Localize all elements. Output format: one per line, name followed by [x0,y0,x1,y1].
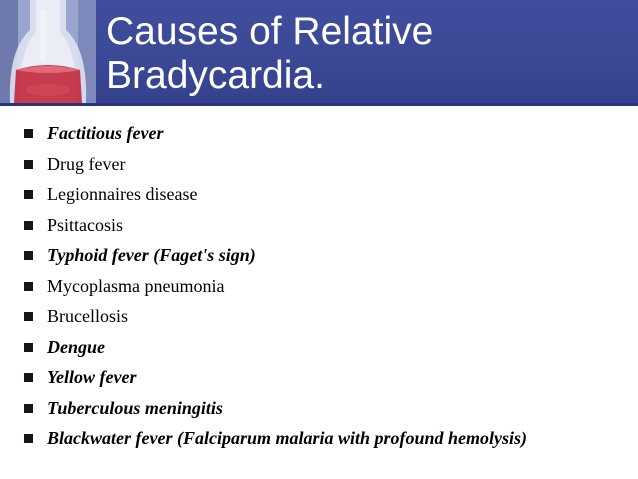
square-bullet-icon [24,404,33,413]
list-item [22,179,622,210]
square-bullet-icon [24,343,33,352]
list-item-text: Psittacosis [47,214,124,235]
list-item [22,332,622,363]
square-bullet-icon [24,251,33,260]
list-item-text: Brucellosis [47,306,128,326]
bullet-list [22,118,622,450]
list-item [22,423,622,450]
list-item [22,118,622,149]
list-item [22,362,622,393]
header-divider [0,103,638,106]
list-item [22,271,622,302]
list-item [22,393,622,424]
list-item-text: Blackwater fever (Falciparum malaria with profound hemolysis) [47,428,528,448]
square-bullet-icon [24,434,33,443]
slide-title: Causes of Relative Bradycardia. [106,10,434,97]
list-item-text: Typhoid fever (Faget's sign) [47,245,256,265]
square-bullet-icon [24,312,33,321]
square-bullet-icon [24,282,33,291]
list-item-text: Drug fever [47,153,126,174]
square-bullet-icon [24,373,33,382]
list-item [22,149,622,180]
square-bullet-icon [24,190,33,199]
list-item-text: Legionnaires disease [47,184,198,204]
list-item [22,301,622,332]
list-item-text: Factitious fever [47,123,164,143]
flask-image [0,0,96,103]
square-bullet-icon [24,221,33,230]
list-item-text: Yellow fever [47,367,137,387]
square-bullet-icon [24,160,33,169]
square-bullet-icon [24,129,33,138]
list-item [22,210,622,241]
list-item-text: Tuberculous meningitis [47,397,223,418]
list-item-text: Dengue [47,336,105,357]
list-item [22,240,622,271]
list-item-text: Mycoplasma pneumonia [47,275,225,296]
